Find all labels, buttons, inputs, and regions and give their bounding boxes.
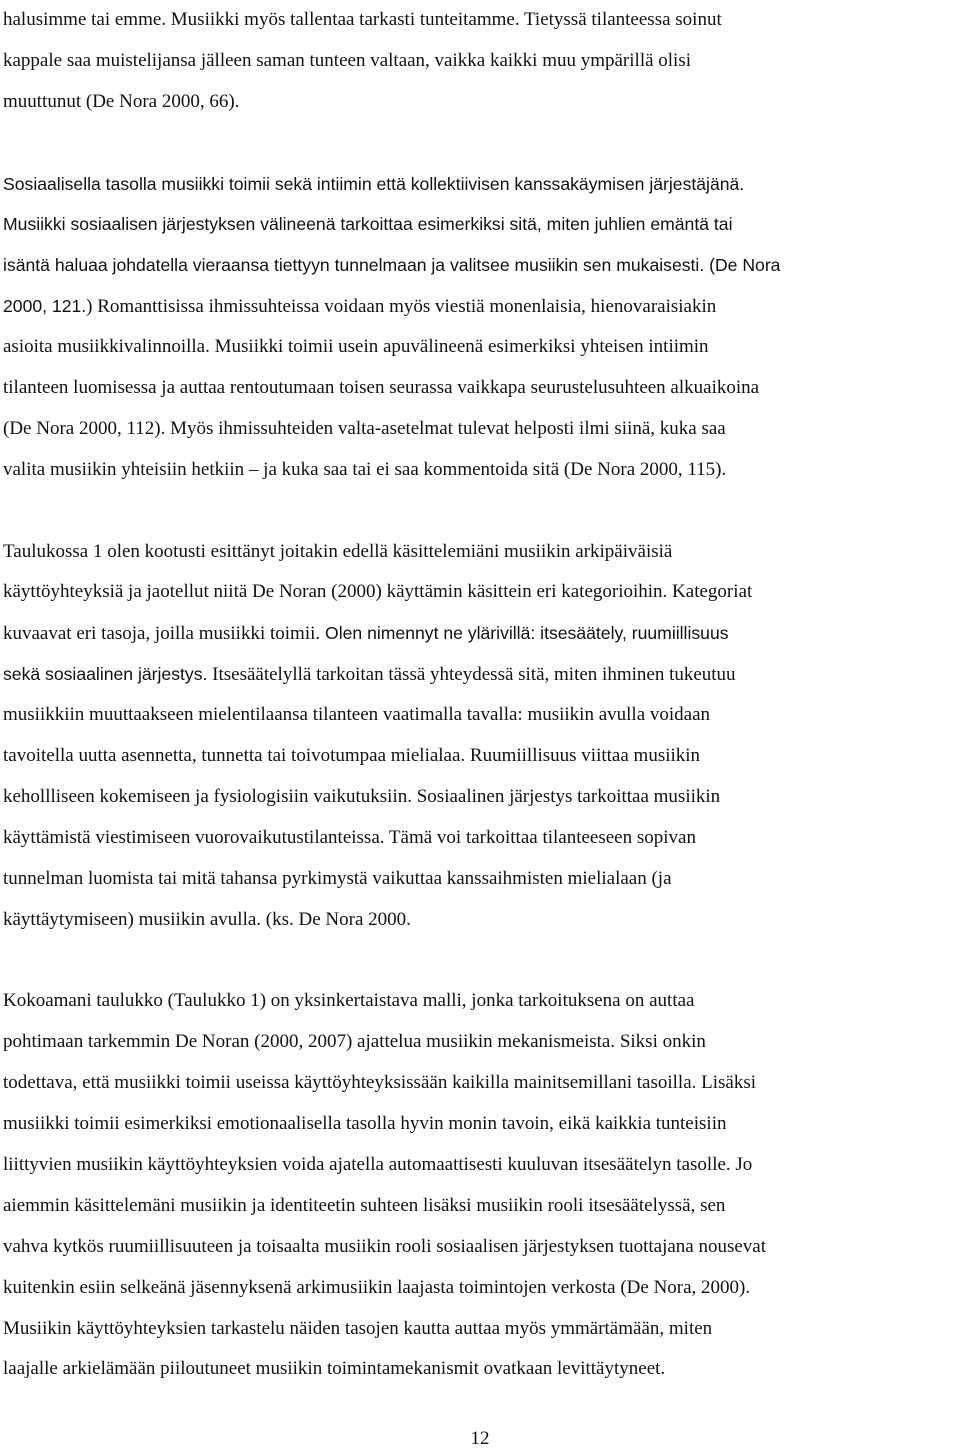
text-line: tilanteen luomisessa ja auttaa rentoutumaan toisen seurassa vaikkapa seurustelusuhteen alkuaikoina (3, 377, 760, 399)
text-segment: Musiikki toimii usein apuvälineenä esimerkiksi yhteisen intiimin (209, 336, 709, 358)
text-line (3, 654, 957, 695)
text-segment: Itsesäätelyllä tarkoitan tässä yhteydessä sitä, miten ihminen tukeutuu (207, 664, 736, 686)
text-line: musiikki toimii esimerkiksi emotionaalisella tasolla hyvin monin tavoin, eikä kaikkia tunteisiin (3, 1113, 727, 1135)
text-line (3, 736, 957, 777)
text-segment: Sosiaalinen järjestys tarkoittaa musiikin (411, 785, 721, 807)
text-segment: (De Nora 2000, 112). (3, 417, 166, 439)
text-line (3, 286, 957, 327)
text-line (3, 1145, 957, 1186)
text-line: tunnelman luomista tai mitä tahansa pyrkimystä vaikuttaa kanssaihmisten mielialaan (ja (3, 867, 672, 889)
paragraph-1 (3, 0, 957, 123)
paragraph-3 (3, 532, 957, 941)
text-segment: kuvaavat eri tasoja, joilla musiikki toimii. (3, 623, 321, 645)
text-segment: kehollliseen kokemiseen ja fysiologisiin vaikutuksiin. (3, 785, 412, 807)
document-page (3, 0, 957, 1390)
text-line: muuttunut (De Nora 2000, 66). (3, 90, 240, 112)
text-segment: käyttöyhteyksiä ja jaotellut niitä De Noran (2000) käyttämin käsittein eri kategorioihin. (3, 581, 668, 603)
text-line: valita musiikin yhteisiin hetkiin – ja kuka saa tai ei saa kommentoida sitä (De Nora 2000, 115). (3, 458, 727, 480)
text-line: Musiikin käyttöyhteyksien tarkastelu näiden tasojen kautta auttaa myös ymmärtämään, miten (3, 1317, 713, 1339)
text-segment: Tämä voi tarkoittaa tilanteeseen sopivan (384, 826, 696, 848)
text-segment: liittyvien musiikin käyttöyhteyksien voida ajatella automaattisesti kuuluvan itsesäätelyn tasolle. (3, 1153, 731, 1175)
text-segment: sekä sosiaalinen järjestys. (3, 664, 208, 685)
text-line: Musiikki sosiaalisen järjestyksen välineenä tarkoittaa esimerkiksi sitä, miten juhlien emäntä tai (3, 214, 733, 235)
text-line: kappale saa muistelijansa jälleen saman tunteen valtaan, vaikka kaikki muu ympärillä olisi (3, 49, 692, 71)
paragraph-2 (3, 164, 957, 491)
text-line: laajalle arkielämään piiloutuneet musiikin toimintamekanismit ovatkaan levittäytyneet. (3, 1358, 666, 1380)
text-line: isäntä haluaa johdatella vieraansa tiettyyn tunnelmaan ja valitsee musiikin sen mukaisesti. (De Nora (3, 255, 781, 276)
text-segment: tavoitella uutta asennetta, tunnetta tai toivotumpaa mielialaa. (3, 745, 466, 767)
text-segment: Kategoriat (667, 581, 753, 603)
paragraph-4 (3, 981, 957, 1390)
text-segment: pohtimaan tarkemmin De Noran (2000, 2007) ajattelua musiikin mekanismeista. (3, 1031, 616, 1053)
text-segment: Siksi onkin (615, 1031, 706, 1053)
text-line: Sosiaalisella tasolla musiikki toimii sekä intiimin että kollektiivisen kanssakäymisen järjestäjänä. (3, 173, 745, 194)
text-line: Taulukossa 1 olen kootusti esittänyt joitakin edellä käsittelemiäni musiikin arkipäiväisiä (3, 540, 673, 562)
text-line: musiikkiin muuttaakseen mielentilaansa tilanteen vaatimalla tavalla: musiikin avulla voidaan (3, 704, 711, 726)
text-segment: Ruumiillisuus viittaa musiikin (465, 745, 701, 767)
text-segment: asioita musiikkivalinnoilla. (3, 336, 210, 358)
text-segment: 2000, 121. (3, 296, 87, 317)
text-segment: Olen nimennyt ne ylärivillä: itsesäätely, ruumiillisuus (320, 623, 729, 644)
text-line (3, 327, 957, 368)
text-segment: todettava, että musiikki toimii useissa käyttöyhteyksissään kaikilla mainitsemillani tasoilla. (3, 1072, 697, 1094)
text-line (3, 818, 957, 859)
text-segment: käyttämistä viestimiseen vuorovaikutustilanteissa. (3, 826, 385, 848)
text-line (3, 777, 957, 818)
text-line: vahva kytkös ruumiillisuuteen ja toisaalta musiikin rooli sosiaalisen järjestyksen tuottajana nousevat (3, 1235, 767, 1257)
text-line: käyttäytymiseen) musiikin avulla. (ks. De Nora 2000. (3, 908, 411, 930)
text-line: halusimme tai emme. Musiikki myös tallentaa tarkasti tunteitamme. Tietyssä tilanteessa soinut (3, 9, 722, 30)
text-line: Kokoamani taulukko (Taulukko 1) on yksinkertaistava malli, jonka tarkoituksena on auttaa (3, 990, 695, 1012)
text-line (3, 409, 957, 450)
text-line (3, 1063, 957, 1104)
page-number: 12 (470, 1428, 490, 1449)
text-line (3, 572, 957, 613)
text-line: kuitenkin esiin selkeänä jäsennyksenä arkimusiikin laajasta toimintojen verkosta (De Nora, 2000). (3, 1276, 751, 1298)
text-segment: Lisäksi (696, 1072, 757, 1094)
text-line: aiemmin käsittelemäni musiikin ja identiteetin suhteen lisäksi musiikin rooli itsesäätelyssä, sen (3, 1194, 726, 1216)
text-segment: ) Romanttisissa ihmissuhteissa voidaan myös viestiä monenlaisia, hienovaraisiakin (86, 296, 717, 318)
text-segment: Jo (730, 1153, 753, 1175)
text-line (3, 1022, 957, 1063)
text-line (3, 613, 957, 654)
text-segment: Myös ihmissuhteiden valta-asetelmat tulevat helposti ilmi siinä, kuka saa (165, 417, 726, 439)
